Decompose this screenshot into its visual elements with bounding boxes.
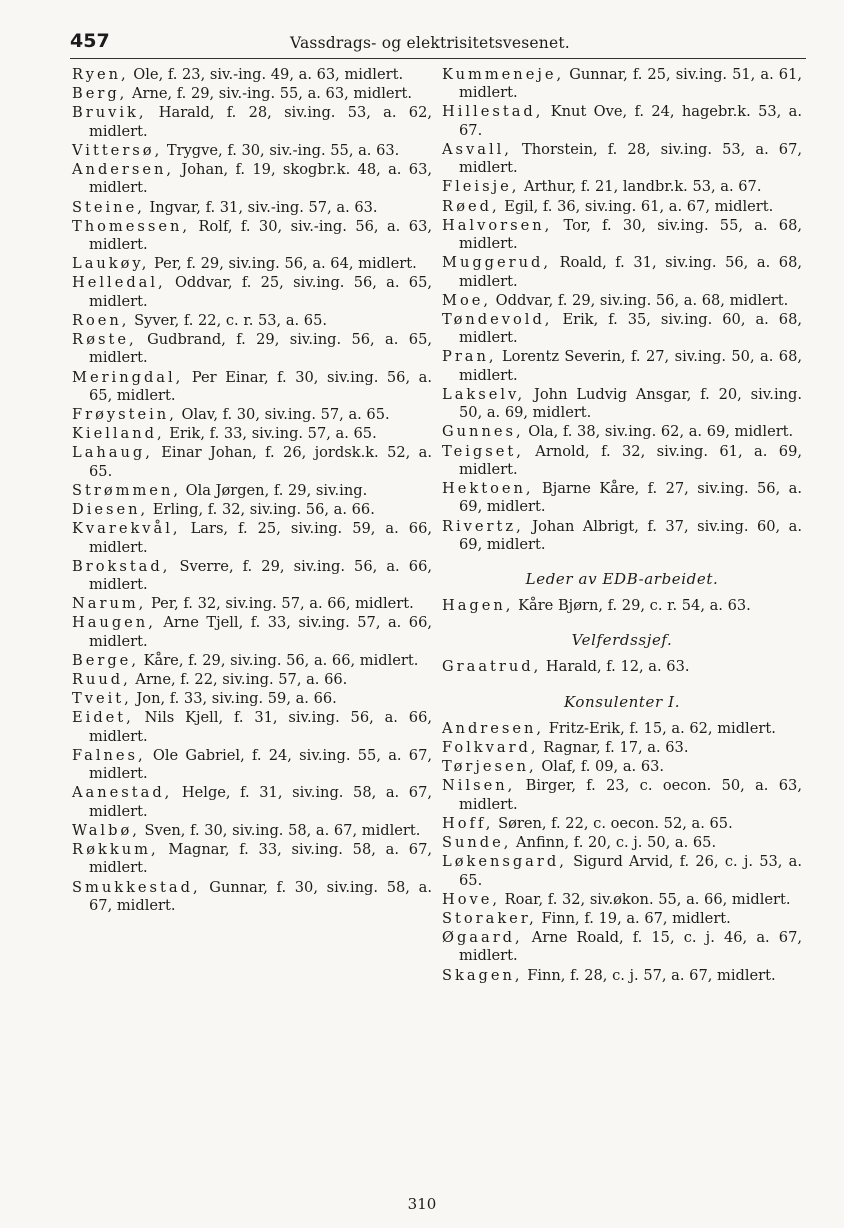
entry-details: Finn, f. 19, a. 67, midlert. bbox=[536, 909, 731, 927]
entry-details: Arne Tjell, f. 33, siv.ing. 57, a. 66, midlert. bbox=[89, 614, 432, 650]
surname: Teigset, bbox=[442, 442, 524, 460]
entry-details: Lars, f. 25, siv.ing. 59, a. 66, midlert. bbox=[89, 520, 432, 556]
header-rule bbox=[70, 58, 806, 59]
staff-entry bbox=[442, 518, 802, 555]
staff-entry bbox=[72, 709, 432, 746]
entry-details: Gunnar, f. 25, siv.ing. 51, a. 61, midlert. bbox=[459, 66, 802, 102]
entry-details: Erling, f. 32, siv.ing. 56, a. 66. bbox=[148, 501, 375, 519]
staff-entry bbox=[72, 406, 432, 424]
entry-details: Arthur, f. 21, landbr.k. 53, a. 67. bbox=[519, 178, 762, 196]
surname: Thomessen, bbox=[72, 217, 191, 235]
entry-details: Oddvar, f. 29, siv.ing. 56, a. 68, midlert. bbox=[491, 291, 789, 309]
entry-details: Lorentz Severin, f. 27, siv.ing. 50, a. 68, midlert. bbox=[459, 348, 802, 384]
surname: Storaker, bbox=[442, 909, 537, 927]
entry-details: Arne Roald, f. 15, c. j. 46, a. 67, midlert. bbox=[459, 929, 802, 965]
surname: Halvorsen, bbox=[442, 216, 553, 234]
right-column bbox=[442, 66, 802, 986]
entry-details: Olaf, f. 09, a. 63. bbox=[536, 758, 665, 776]
surname: Hektoen, bbox=[442, 480, 534, 498]
entry-details: Johan Albrigt, f. 37, siv.ing. 60, a. 69, midlert. bbox=[459, 517, 802, 553]
staff-entry bbox=[72, 558, 432, 595]
surname: Steine, bbox=[72, 198, 145, 216]
surname: Ryen, bbox=[72, 66, 129, 83]
staff-entry bbox=[442, 967, 802, 985]
surname: Smukkestad, bbox=[72, 878, 201, 896]
running-title: Vassdrags- og elektrisitetsvesenet. bbox=[290, 34, 570, 52]
staff-entry bbox=[442, 758, 802, 776]
surname: Hoff, bbox=[442, 814, 494, 832]
staff-entry bbox=[72, 690, 432, 708]
staff-entry bbox=[72, 218, 432, 255]
staff-entry bbox=[72, 671, 432, 689]
surname: Haugen, bbox=[72, 614, 156, 632]
section-heading: Velferdssjef. bbox=[571, 631, 673, 650]
staff-entry bbox=[442, 311, 802, 348]
staff-entry bbox=[72, 199, 432, 217]
staff-entry bbox=[72, 274, 432, 311]
entry-details: Per, f. 29, siv.ing. 56, a. 64, midlert. bbox=[149, 255, 417, 273]
staff-entry bbox=[72, 312, 432, 330]
surname: Aanestad, bbox=[72, 784, 173, 802]
staff-entry bbox=[442, 834, 802, 852]
staff-entry bbox=[442, 141, 802, 178]
entry-details: Finn, f. 28, c. j. 57, a. 67, midlert. bbox=[522, 966, 776, 984]
surname: Hagen, bbox=[442, 597, 514, 615]
entry-details: Ola, f. 38, siv.ing. 62, a. 69, midlert. bbox=[523, 423, 794, 441]
surname: Røkkum, bbox=[72, 841, 159, 859]
surname: Berge, bbox=[72, 651, 139, 669]
entry-details: Roar, f. 32, siv.økon. 55, a. 66, midlert. bbox=[500, 890, 791, 908]
staff-entry bbox=[72, 66, 432, 84]
staff-entry bbox=[442, 910, 802, 928]
surname: Kielland, bbox=[72, 425, 165, 443]
staff-entry bbox=[442, 853, 802, 890]
staff-entry bbox=[72, 482, 432, 500]
staff-entry bbox=[442, 217, 802, 254]
entry-details: John Ludvig Ansgar, f. 20, siv.ing. 50, a. 69, midlert. bbox=[459, 385, 802, 422]
surname: Gunnes, bbox=[442, 423, 524, 441]
staff-entry bbox=[72, 501, 432, 519]
staff-entry bbox=[72, 595, 432, 613]
staff-entry bbox=[72, 142, 432, 160]
entry-details: Johan, f. 19, skogbr.k. 48, a. 63, midlert. bbox=[89, 161, 432, 197]
staff-entry bbox=[72, 879, 432, 916]
surname: Walbø, bbox=[72, 821, 140, 839]
entry-details: Tor, f. 30, siv.ing. 55, a. 68, midlert. bbox=[459, 216, 802, 253]
footer-page-number: 310 bbox=[407, 1195, 437, 1213]
surname: Løkensgard, bbox=[442, 853, 567, 871]
entry-details: Anfinn, f. 20, c. j. 50, a. 65. bbox=[511, 834, 717, 852]
entry-details: Egil, f. 36, siv.ing. 61, a. 67, midlert. bbox=[499, 197, 774, 215]
entry-details: Jon, f. 33, siv.ing. 59, a. 66. bbox=[131, 690, 337, 708]
surname: Laukøy, bbox=[72, 255, 150, 273]
entry-details: Sven, f. 30, siv.ing. 58, a. 67, midlert. bbox=[139, 821, 421, 839]
entry-details: Per, f. 32, siv.ing. 57, a. 66, midlert. bbox=[146, 595, 414, 613]
entry-details: Olav, f. 30, siv.ing. 57, a. 65. bbox=[176, 406, 390, 424]
entry-details: Ola Jørgen, f. 29, siv.ing. bbox=[180, 481, 368, 499]
surname: Tøndevold, bbox=[442, 310, 553, 328]
staff-entry bbox=[442, 777, 802, 814]
staff-entry bbox=[72, 331, 432, 368]
surname: Narum, bbox=[72, 595, 147, 613]
surname: Fleisje, bbox=[442, 178, 520, 196]
surname: Eidet, bbox=[72, 709, 134, 727]
surname: Muggerud, bbox=[442, 254, 552, 272]
surname: Tørjesen, bbox=[442, 758, 537, 776]
staff-entry bbox=[442, 597, 802, 615]
entry-details: Ole Gabriel, f. 24, siv.ing. 55, a. 67, midlert. bbox=[89, 746, 432, 783]
staff-entry bbox=[442, 739, 802, 757]
surname: Sunde, bbox=[442, 834, 512, 852]
surname: Helledal, bbox=[72, 274, 166, 292]
staff-entry bbox=[72, 255, 432, 273]
entry-details: Kåre Bjørn, f. 29, c. r. 54, a. 63. bbox=[513, 597, 751, 615]
entry-details: Magnar, f. 33, siv.ing. 58, a. 67, midlert. bbox=[89, 841, 432, 877]
staff-entry bbox=[72, 369, 432, 406]
surname: Kvarekvål, bbox=[72, 520, 181, 538]
entry-details: Arnold, f. 32, siv.ing. 61, a. 69, midlert. bbox=[459, 442, 802, 478]
surname: Bruvik, bbox=[72, 104, 147, 122]
entry-details: Einar Johan, f. 26, jordsk.k. 52, a. 65. bbox=[89, 444, 432, 480]
staff-entry bbox=[72, 784, 432, 821]
surname: Øgaard, bbox=[442, 929, 523, 947]
surname: Tveit, bbox=[72, 690, 132, 708]
entry-details: Harald, f. 28, siv.ing. 53, a. 62, midlert. bbox=[89, 104, 432, 140]
entry-details: Ole, f. 23, siv.-ing. 49, a. 63, midlert. bbox=[128, 66, 404, 83]
surname: Diesen, bbox=[72, 501, 149, 519]
entry-details: Trygve, f. 30, siv.-ing. 55, a. 63. bbox=[162, 141, 400, 159]
staff-entry bbox=[72, 841, 432, 878]
surname: Berg, bbox=[72, 85, 128, 103]
entry-details: Oddvar, f. 25, siv.ing. 56, a. 65, midlert. bbox=[89, 274, 432, 310]
entry-details: Bjarne Kåre, f. 27, siv.ing. 56, a. 69, midlert. bbox=[459, 480, 802, 516]
entry-details: Syver, f. 22, c. r. 53, a. 65. bbox=[129, 311, 328, 329]
surname: Ruud, bbox=[72, 671, 131, 689]
entry-details: Knut Ove, f. 24, hagebr.k. 53, a. 67. bbox=[459, 103, 802, 139]
section-heading: Konsulenter I. bbox=[563, 692, 681, 711]
page-header bbox=[70, 28, 806, 62]
staff-entry bbox=[442, 891, 802, 909]
surname: Andersen, bbox=[72, 161, 175, 179]
entry-details: Sigurd Arvid, f. 26, c. j. 53, a. 65. bbox=[459, 853, 802, 889]
entry-details: Roald, f. 31, siv.ing. 56, a. 68, midlert. bbox=[459, 254, 802, 290]
entry-details: Gunnar, f. 30, siv.ing. 58, a. 67, midlert. bbox=[89, 878, 432, 914]
staff-entry bbox=[72, 161, 432, 198]
entry-details: Arne, f. 22, siv.ing. 57, a. 66. bbox=[130, 671, 348, 689]
surname: Andresen, bbox=[442, 719, 545, 737]
surname: Brokstad, bbox=[72, 557, 171, 575]
staff-entry bbox=[72, 614, 432, 651]
staff-entry bbox=[72, 520, 432, 557]
surname: Falnes, bbox=[72, 746, 146, 764]
entry-details: Thorstein, f. 28, siv.ing. 53, a. 67, midlert. bbox=[459, 140, 802, 177]
surname: Strømmen, bbox=[72, 481, 181, 499]
staff-entry bbox=[442, 720, 802, 738]
entry-details: Sverre, f. 29, siv.ing. 56, a. 66, midlert. bbox=[89, 557, 432, 594]
entry-details: Harald, f. 12, a. 63. bbox=[541, 658, 690, 676]
entry-details: Ingvar, f. 31, siv.-ing. 57, a. 63. bbox=[144, 198, 378, 216]
entry-details: Erik, f. 33, siv.ing. 57, a. 65. bbox=[164, 425, 377, 443]
surname: Røste, bbox=[72, 331, 137, 349]
page-number: 457 bbox=[70, 30, 110, 52]
entry-details: Birger, f. 23, c. oecon. 50, a. 63, midlert. bbox=[459, 777, 802, 813]
staff-entry bbox=[442, 443, 802, 480]
staff-entry bbox=[442, 348, 802, 385]
entry-details: Fritz-Erik, f. 15, a. 62, midlert. bbox=[544, 719, 776, 737]
surname: Pran, bbox=[442, 348, 497, 366]
staff-entry bbox=[72, 747, 432, 784]
entry-details: Per Einar, f. 30, siv.ing. 56, a. 65, midlert. bbox=[89, 368, 432, 404]
staff-entry bbox=[72, 85, 432, 103]
surname: Nilsen, bbox=[442, 777, 516, 795]
staff-entry bbox=[72, 652, 432, 670]
staff-entry bbox=[442, 66, 802, 103]
surname: Lahaug, bbox=[72, 444, 153, 462]
staff-entry bbox=[442, 254, 802, 291]
staff-entry bbox=[442, 480, 802, 517]
staff-entry bbox=[442, 658, 802, 676]
entry-details: Kåre, f. 29, siv.ing. 56, a. 66, midlert. bbox=[138, 651, 419, 669]
surname: Vittersø, bbox=[72, 141, 163, 159]
staff-entry bbox=[442, 815, 802, 833]
entry-details: Gudbrand, f. 29, siv.ing. 56, a. 65, midlert. bbox=[89, 331, 432, 367]
surname: Meringdal, bbox=[72, 368, 184, 386]
entry-details: Erik, f. 35, siv.ing. 60, a. 68, midlert. bbox=[459, 310, 802, 347]
staff-entry bbox=[72, 822, 432, 840]
surname: Hillestad, bbox=[442, 103, 544, 121]
surname: Folkvard, bbox=[442, 738, 539, 756]
entry-details: Søren, f. 22, c. oecon. 52, a. 65. bbox=[493, 814, 733, 832]
staff-entry bbox=[442, 929, 802, 966]
staff-entry bbox=[442, 386, 802, 423]
surname: Frøystein, bbox=[72, 406, 177, 424]
surname: Moe, bbox=[442, 291, 492, 309]
surname: Graatrud, bbox=[442, 658, 542, 676]
entry-details: Nils Kjell, f. 31, siv.ing. 56, a. 66, midlert. bbox=[89, 709, 432, 745]
surname: Røed, bbox=[442, 197, 500, 215]
entry-details: Arne, f. 29, siv.-ing. 55, a. 63, midlert. bbox=[127, 85, 413, 103]
staff-entry bbox=[442, 103, 802, 140]
staff-entry bbox=[442, 292, 802, 310]
left-column bbox=[72, 66, 432, 916]
surname: Asvall, bbox=[442, 140, 512, 158]
entry-details: Ragnar, f. 17, a. 63. bbox=[538, 738, 689, 756]
surname: Roen, bbox=[72, 311, 130, 329]
surname: Hove, bbox=[442, 890, 501, 908]
surname: Lakselv, bbox=[442, 385, 526, 403]
section-heading: Leder av EDB-arbeidet. bbox=[525, 570, 719, 589]
entry-details: Helge, f. 31, siv.ing. 58, a. 67, midlert. bbox=[89, 784, 432, 820]
staff-entry bbox=[442, 423, 802, 441]
staff-entry bbox=[442, 178, 802, 196]
staff-entry bbox=[442, 198, 802, 216]
surname: Skagen, bbox=[442, 966, 523, 984]
staff-entry bbox=[72, 425, 432, 443]
entry-details: Rolf, f. 30, siv.-ing. 56, a. 63, midlert. bbox=[89, 217, 432, 254]
staff-entry bbox=[72, 104, 432, 141]
surname: Rivertz, bbox=[442, 517, 524, 535]
staff-entry bbox=[72, 444, 432, 481]
surname: Kummeneje, bbox=[442, 66, 565, 83]
